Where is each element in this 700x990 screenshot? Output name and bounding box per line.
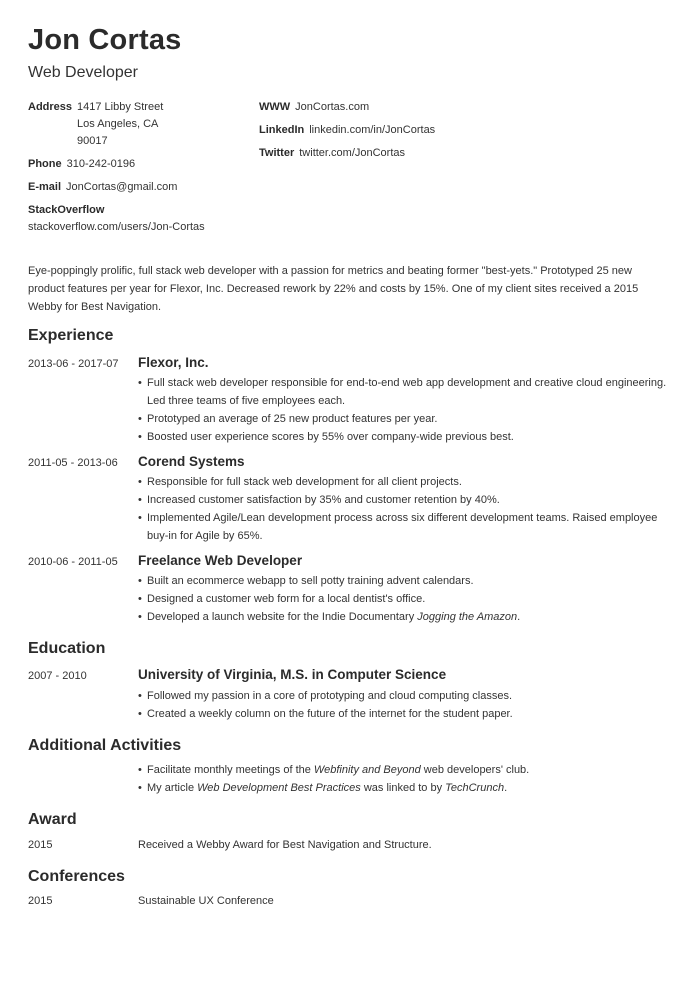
bullet-italic-text: Jogging the Amazon — [417, 611, 518, 623]
entry-dates: 2015 — [28, 895, 53, 907]
bullet-item: • Increased customer satisfaction by 35% and customer retention by 40%. — [138, 491, 673, 509]
twitter-link[interactable]: twitter.com/JonCortas — [299, 147, 406, 159]
entry-org: Flexor, Inc. — [138, 355, 209, 370]
entry-dates: 2011-05 - 2013-06 — [28, 457, 118, 469]
phone-row — [28, 156, 248, 173]
activities-heading: Additional Activities — [28, 737, 182, 754]
contact-right — [259, 99, 559, 168]
bullet-item: • Created a weekly column on the future of the internet for the student paper. — [138, 705, 673, 723]
entry-dates: 2015 — [28, 839, 53, 851]
email-label: E-mail — [28, 181, 62, 193]
entry-dates: 2013-06 - 2017-07 — [28, 358, 119, 370]
linkedin-label: LinkedIn — [259, 124, 305, 136]
entry-dates: 2007 - 2010 — [28, 670, 87, 682]
bullet-item: • Designed a customer web form for a local dentist's office. — [138, 590, 673, 608]
www-label: WWW — [259, 101, 291, 113]
phone-label: Phone — [28, 158, 62, 170]
award-text: Received a Webby Award for Best Navigation and Structure. — [138, 839, 432, 851]
entry-org: University of Virginia, M.S. in Computer Science — [138, 667, 447, 682]
entry-dates: 2010-06 - 2011-05 — [28, 556, 118, 568]
bullet-item: • Built an ecommerce webapp to sell potty training advent calendars. — [138, 572, 673, 590]
stackoverflow-row — [28, 202, 248, 236]
www-row — [259, 99, 559, 116]
bullet-text: . — [517, 611, 521, 623]
summary: Eye-poppingly prolific, full stack web developer with a passion for metrics and beating former "best-yets." Prototyped 25 new product features per year for Flexor, Inc. Decreased rework by 22% and costs by 15%. One of my client sites received a 2015 Webby for Best Navigation. — [28, 265, 639, 313]
entry-bullets — [138, 761, 673, 797]
bullet-italic-text: Web Development Best Practices — [197, 782, 361, 794]
bullet-item: • Full stack web developer responsible for end-to-end web app development and creative cloud engineering. Led three teams of five employees each. — [138, 374, 673, 410]
candidate-name: Jon Cortas — [28, 24, 182, 56]
bullet-item: • Followed my passion in a core of prototyping and cloud computing classes. — [138, 687, 673, 705]
bullet-item — [138, 779, 673, 797]
entry-bullets — [138, 374, 673, 446]
bullet-item: • Boosted user experience scores by 55% over company-wide previous best. — [138, 428, 673, 446]
address-value — [77, 99, 163, 150]
bullet-text: . — [504, 782, 508, 794]
entry-bullets — [138, 473, 673, 545]
bullet-italic-text: Webfinity and Beyond — [313, 764, 421, 776]
linkedin-row — [259, 122, 559, 139]
address-line: 1417 Libby Street — [77, 101, 164, 113]
entry-org: Corend Systems — [138, 454, 245, 469]
twitter-label: Twitter — [259, 147, 295, 159]
address-line: 90017 — [77, 135, 108, 147]
candidate-title: Web Developer — [28, 64, 138, 81]
bullet-text: web developers' club. — [420, 764, 530, 776]
bullet-item: • Implemented Agile/Lean development process across six different development teams. Raised employee buy-in for Agile by 65%. — [138, 509, 673, 545]
bullet-text: My article — [147, 782, 198, 794]
contact-left — [28, 99, 248, 236]
bullet-text: was linked to by — [360, 782, 446, 794]
bullet-item: • Prototyped an average of 25 new product features per year. — [138, 410, 673, 428]
entry-bullets — [138, 687, 673, 723]
address-label: Address — [28, 101, 73, 113]
bullet-italic-text: TechCrunch — [445, 782, 505, 794]
education-heading: Education — [28, 640, 106, 657]
stackoverflow-link[interactable]: stackoverflow.com/users/Jon-Cortas — [28, 221, 205, 233]
email-link[interactable]: JonCortas@gmail.com — [66, 181, 178, 193]
address-line: Los Angeles, CA — [77, 118, 159, 130]
experience-heading: Experience — [28, 327, 114, 344]
entry-org: Freelance Web Developer — [138, 553, 303, 568]
linkedin-link[interactable]: linkedin.com/in/JonCortas — [309, 124, 436, 136]
email-row — [28, 179, 248, 196]
bullet-text: Developed a launch website for the Indie Documentary — [147, 611, 418, 623]
conferences-heading: Conferences — [28, 868, 125, 885]
award-heading: Award — [28, 811, 77, 828]
twitter-row — [259, 145, 559, 162]
bullet-item — [138, 761, 673, 779]
entry-bullets — [138, 572, 673, 626]
bullet-item: • Responsible for full stack web development for all client projects. — [138, 473, 673, 491]
bullet-text: Facilitate monthly meetings of the — [147, 764, 314, 776]
phone-value: 310-242-0196 — [66, 158, 136, 170]
bullet-item — [138, 608, 673, 626]
conference-text: Sustainable UX Conference — [138, 895, 274, 907]
stackoverflow-label: StackOverflow — [28, 204, 105, 216]
www-link[interactable]: JonCortas.com — [295, 101, 370, 113]
address-row — [28, 99, 248, 150]
